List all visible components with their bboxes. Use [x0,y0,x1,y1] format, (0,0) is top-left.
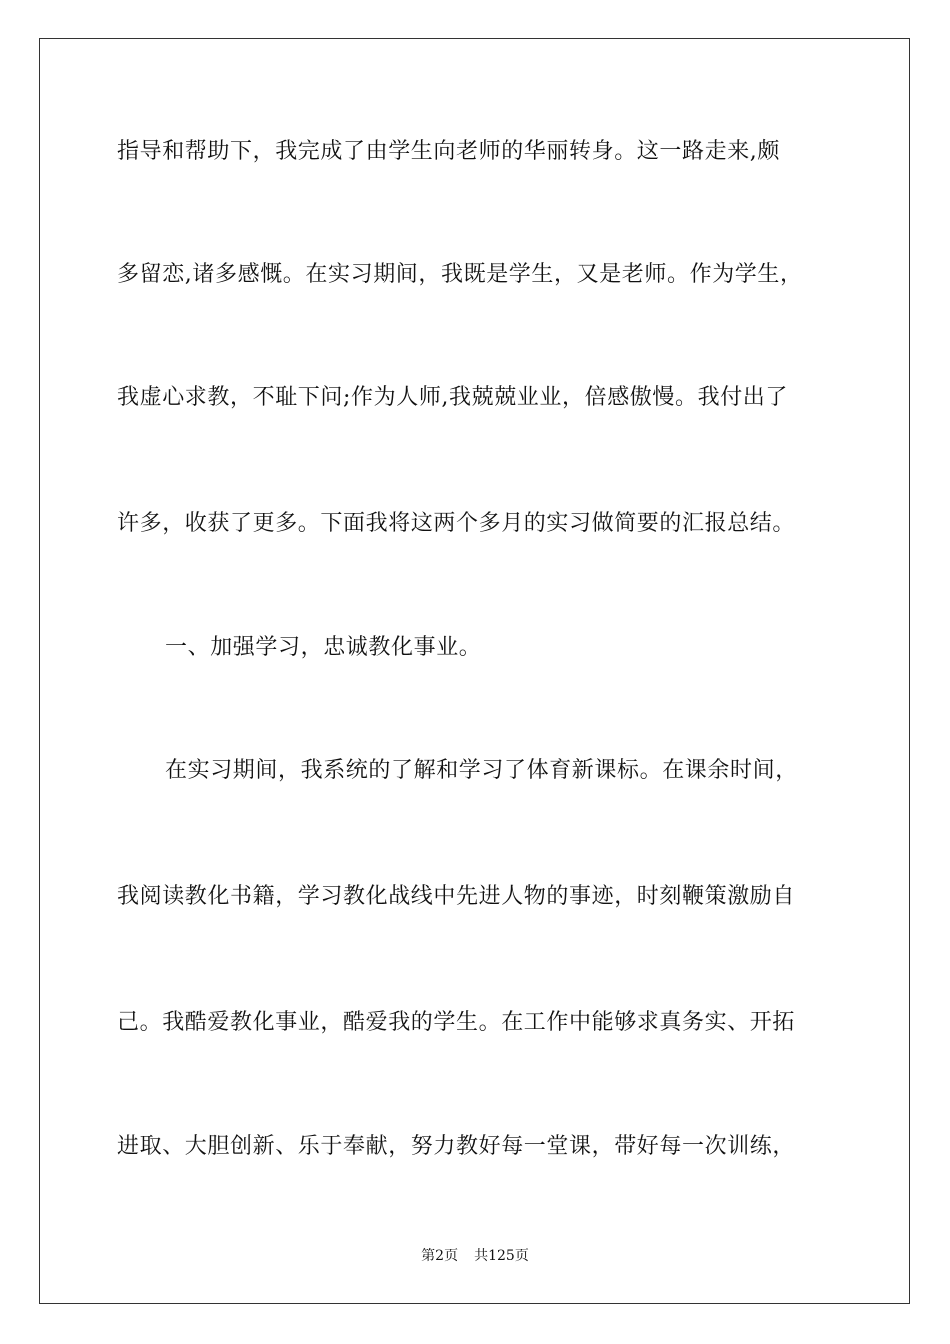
paragraph-line: 多留恋,诸多感慨。在实习期间，我既是学生，又是老师。作为学生， [117,262,803,287]
paragraph-line: 我阅读教化书籍，学习教化战线中先进人物的事迹，时刻鞭策激励自 [117,884,796,909]
paragraph-line: 进取、大胆创新、乐于奉献，努力教好每一堂课，带好每一次训练， [117,1134,796,1159]
paragraph-line: 许多，收获了更多。下面我将这两个多月的实习做简要的汇报总结。 [117,511,796,536]
page-number: 第2页 [421,1248,459,1264]
paragraph-line: 我虚心求教，不耻下问;作为人师,我兢兢业业，倍感傲慢。我付出了 [117,385,789,410]
paragraph-line: 己。我酷爱教化事业，酷爱我的学生。在工作中能够求真务实、开拓 [117,1010,796,1035]
page-border [39,38,910,1304]
paragraph-line: 在实习期间，我系统的了解和学习了体育新课标。在课余时间， [165,758,798,783]
section-heading: 一、加强学习，忠诚教化事业。 [165,635,482,660]
page-total: 共125页 [474,1248,529,1264]
page-footer [0,1247,950,1265]
paragraph-line: 指导和帮助下，我完成了由学生向老师的华丽转身。这一路走来,颇 [117,139,780,164]
